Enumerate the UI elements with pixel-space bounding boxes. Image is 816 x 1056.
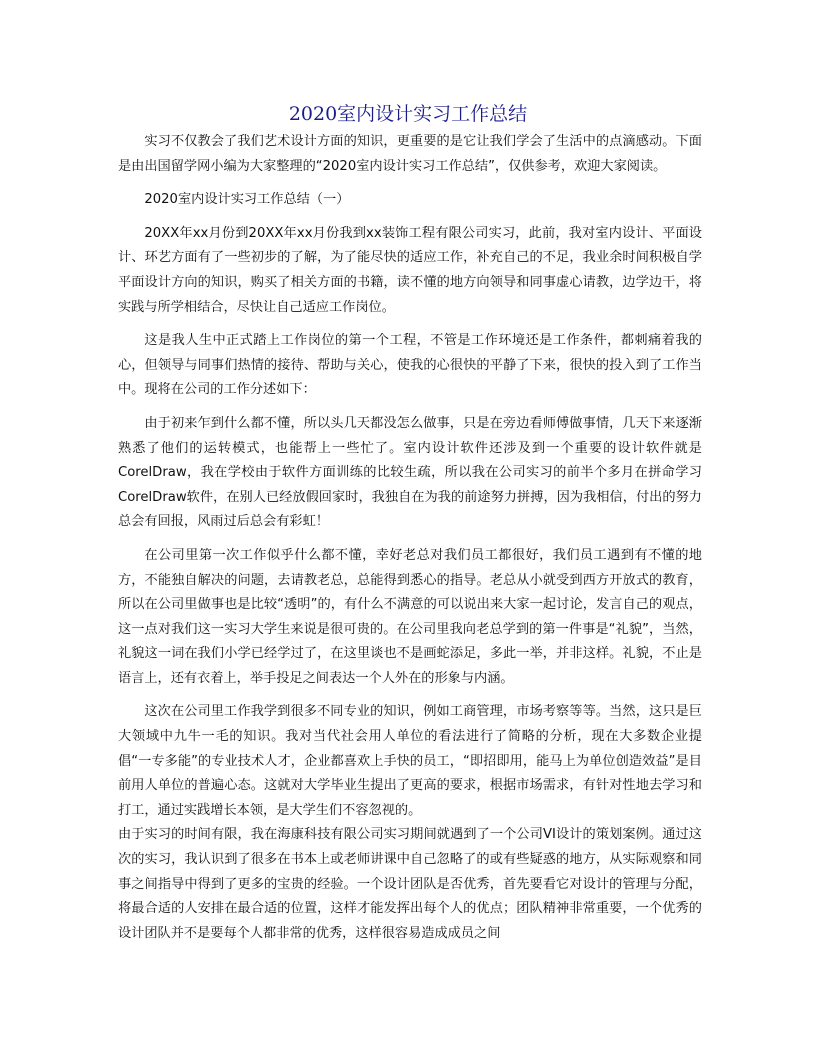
body-paragraph: 这次在公司里工作我学到很多不同专业的知识，例如工商管理，市场考察等等。当然，这只是巨大领域中九牛一毛的知识。我对当代社会用人单位的看法进行了简略的分析，现在大多数企业提倡“一专多能”的专业技术人才，企业都喜欢上手快的员工，“即招即用，能马上为单位创造效益”是目前用人单位的普遍心态。这就对大学毕业生提出了更高的要求，根据市场需求，有针对性地去学习和打工，通过实践增长本领，是大学生们不容忽视的。 xyxy=(118,704,702,818)
spacer xyxy=(118,535,702,544)
spacer xyxy=(118,213,702,222)
intro-paragraph: 实习不仅教会了我们艺术设计方面的知识，更重要的是它让我们学会了生活中的点滴感动。下面是由出国留学网小编为大家整理的“2020室内设计实习工作总结”，仅供参考，欢迎大家阅读。 xyxy=(118,134,702,174)
body-paragraph: 20XX年xx月份到20XX年xx月份我到xx装饰工程有限公司实习，此前，我对室内设计、平面设计、环艺方面有了一些初步的了解，为了能尽快的适应工作，补充自己的不足，我业余时间积极自学平面设计方向的知识，购买了相关方面的书籍，读不懂的地方向领导和同事虚心请教，边学边干，将实践与所学相结合，尽快让自己适应工作岗位。 xyxy=(118,225,702,315)
section-heading: 2020室内设计实习工作总结（一） xyxy=(144,192,350,208)
body-paragraph: 由于实习的时间有限，我在海康科技有限公司实习期间就遇到了一个公司VI设计的策划案例。通过这次的实习，我认识到了很多在书本上或老师讲课中自己忽略了的或有些疑惑的地方，从实际观察和同事之间指导中得到了更多的宝贵的经验。一个设计团队是否优秀，首先要看它对设计的管理与分配，将最合适的人安排在最合适的位置，这样才能发挥出每个人的优点；团队精神非常重要，一个优秀的设计团队并不是要每个人都非常的优秀，这样很容易造成成员之间 xyxy=(118,827,702,941)
body-paragraph: 在公司里第一次工作似乎什么都不懂，幸好老总对我们员工都很好，我们员工遇到有不懂的地方，不能独自解决的问题，去请教老总，总能得到悉心的指导。老总从小就受到西方开放式的教育，所以在公司里做事也是比较“透明”的，有什么不满意的可以说出来大家一起讨论，发言自己的观点，这一点对我们这一实习大学生来说是很可贵的。在公司里我向老总学到的第一件事是“礼貌”，当然，礼貌这一词在我们小学已经学过了，在这里谈也不是画蛇添足，多此一举，并非这样。礼貌，不止是语言上，还有衣着上，举手投足之间表达一个人外在的形象与内涵。 xyxy=(118,547,702,686)
document-body xyxy=(118,130,702,946)
spacer xyxy=(118,691,702,700)
spacer xyxy=(118,179,702,188)
spacer xyxy=(118,403,702,412)
document-title: 2020室内设计实习工作总结 xyxy=(288,103,528,125)
body-paragraph: 由于初来乍到什么都不懂，所以头几天都没怎么做事，只是在旁边看师傅做事情，几天下来逐渐熟悉了他们的运转模式，也能帮上一些忙了。室内设计软件还涉及到一个重要的设计软件就是CorelDraw，我在学校由于软件方面训练的比较生疏，所以我在公司实习的前半个多月在拼命学习CorelDraw软件，在别人已经放假回家时，我独自在为我的前途努力拼搏，因为我相信，付出的努力总会有回报，风雨过后总会有彩虹！ xyxy=(118,415,702,530)
spacer xyxy=(118,320,702,329)
body-paragraph: 这是我人生中正式踏上工作岗位的第一个工程，不管是工作环境还是工作条件，都刺痛着我的心，但领导与同事们热情的接待、帮助与关心，使我的心很快的平静了下来，很快的投入到了工作当中。现将在公司的工作分述如下： xyxy=(118,333,702,398)
